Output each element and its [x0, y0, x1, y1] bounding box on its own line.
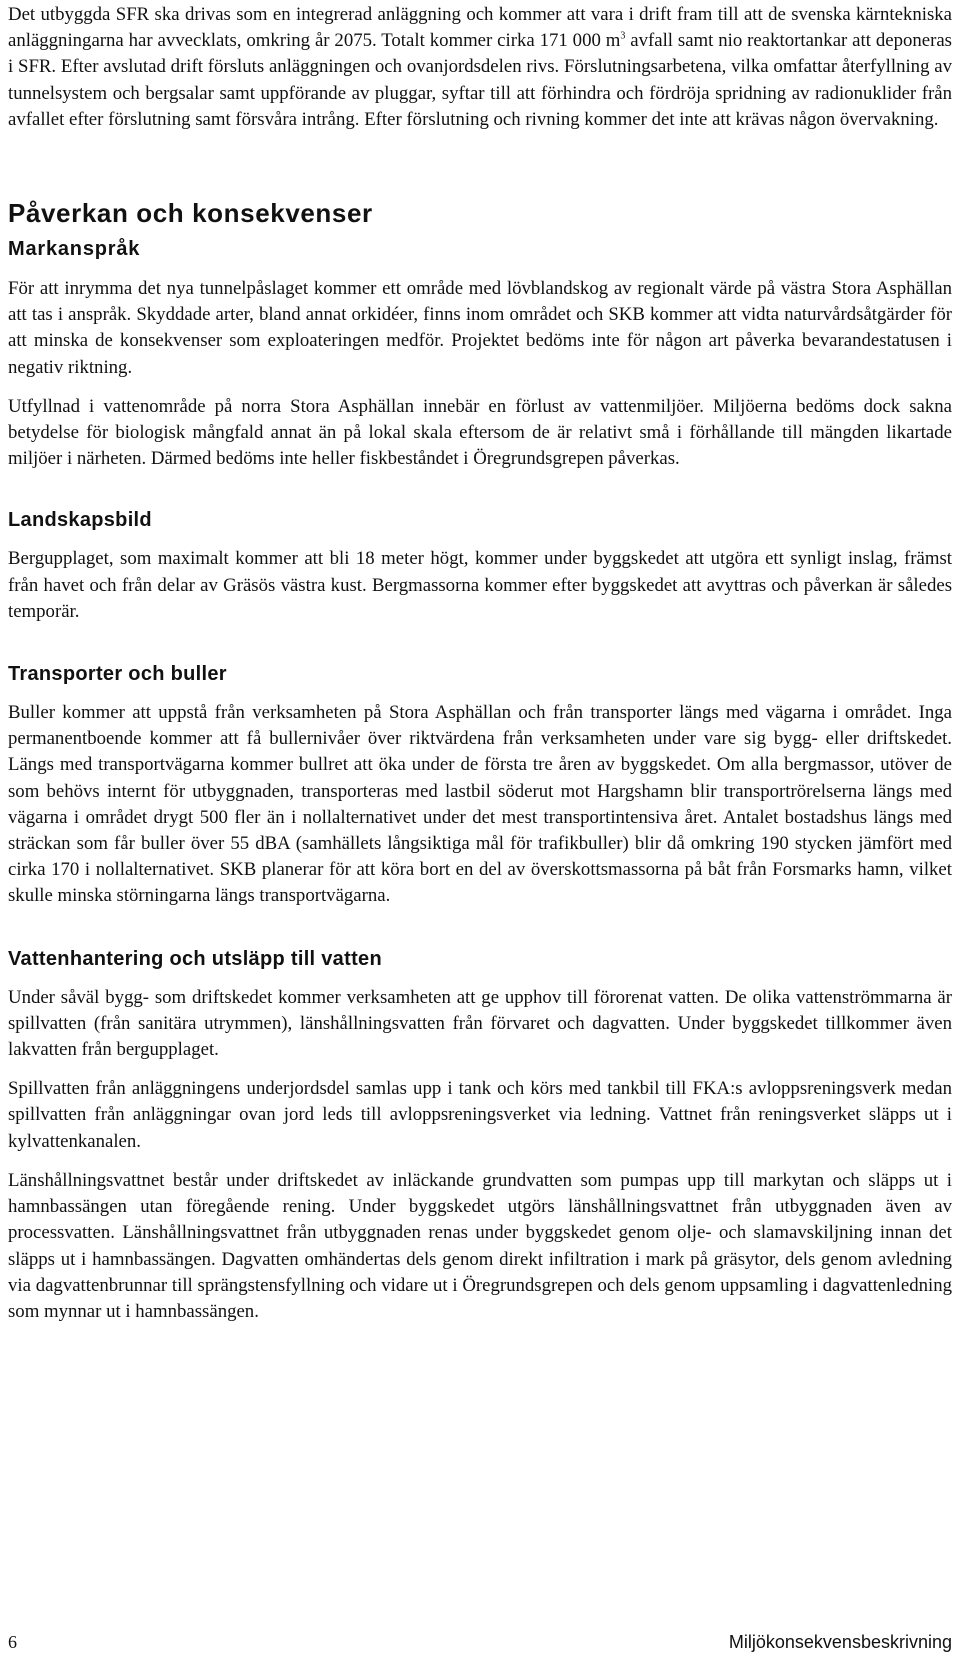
page-number: 6 [8, 1632, 17, 1652]
subheading-markansprak: Markanspråk [8, 238, 141, 261]
vatten-paragraph-2: Spillvatten från anläggningens underjordsdel samlas upp i tank och körs med tankbil till FKA:s avloppsreningsverk medan spillvatten från anläggningar ovan jord leds till avloppsreningsverket via ledning. Vattnet från reningsverket släpps ut i kylvattenkanalen. [8, 1078, 952, 1152]
markansprak-paragraph-1: För att inrymma det nya tunnelpåslaget kommer ett område med lövblandskog av regionalt värde på västra Stora Asphällan att tas i anspråk. Skyddade arter, bland annat orkidéer, finns inom området och SKB kommer att vidta naturvårdsåtgärder för att minska de konsekvenser som exploateringen medför. Projektet bedöms inte för någon art påverka bevarandestatusen i negativ riktning. [8, 278, 952, 378]
document-title: Miljökonsekvensbeskrivning [728, 1632, 952, 1652]
transporter-paragraph: Buller kommer att uppstå från verksamheten på Stora Asphällan och från transporter längs med vägarna i området. Inga permanentboende kommer att få bullernivåer över riktvärdena från verksamheten under vare sig bygg- eller driftskedet. Längs med transportvägarna kommer bullret att öka under de första tre åren av byggskedet. Om alla bergmassor, utöver de som behövs internt för utbyggnaden, transporteras med lastbil söderut mot Hargshamn blir transportrörelserna längs med vägarna i området drygt 500 fler än i nollalternativet under det mest transportintensiva året. Antalet bostadshus längs med sträckan som får buller över 55 dBA (samhällets långsiktiga mål för trafikbuller) blir då omkring 190 stycken jämfört med cirka 170 i nollalternativet. SKB planerar för att köra bort en del av överskottsmassorna på båt från Forsmarks hamn, vilket skulle minska störningarna längs transportvägarna. [8, 702, 952, 907]
cubic-superscript: 3 [620, 30, 626, 42]
markansprak-paragraph-2: Utfyllnad i vattenområde på norra Stora Asphällan innebär en förlust av vattenmiljöer. Miljöerna bedöms dock sakna betydelse för biologisk mångfald annat än på lokal skala eftersom de är relativt små i förhållande till mängden likartade miljöer i närheten. Därmed bedöms inte heller fiskbeståndet i Öregrundsgrepen påverkas. [8, 395, 952, 470]
subheading-vatten: Vattenhantering och utsläpp till vatten [8, 947, 382, 970]
section-heading-paverkan: Påverkan och konsekvenser [8, 198, 373, 229]
subheading-landskapsbild: Landskapsbild [8, 509, 152, 532]
document-page [8, 0, 952, 1325]
intro-text-part1: Det utbyggda SFR ska drivas som en integrerad anläggning och kommer att vara i drift fram till att de svenska kärntekniska anläggningarna har avvecklats, omkring år 2075. Totalt kommer cirka 171 000 m [8, 4, 952, 52]
intro-paragraph [8, 2, 952, 133]
intro-text-part2: avfall samt nio reaktortankar att deponeras i SFR. Efter avslutad drift försluts anläggningen och ovanjordsdelen rivs. Förslutningsarbetena, vilka omfattar återfyllning av tunnelsystem och bergsalar samt uppförande av pluggar, syftar till att förhindra och fördröja spridning av radionuklider från avfallet efter förslutning samt försvåra intrång. Efter förslutning och rivning kommer det inte att krävas någon övervakning. [8, 30, 952, 130]
landskapsbild-paragraph: Bergupplaget, som maximalt kommer att bli 18 meter högt, kommer under byggskedet att utgöra ett synligt inslag, främst från havet och från delar av Gräsös västra kust. Bergmassorna kommer efter byggskedet att avyttras och påverkan är således temporär. [8, 548, 952, 622]
page-footer [8, 1632, 952, 1656]
vatten-paragraph-3: Länshållningsvattnet består under driftskedet av inläckande grundvatten som pumpas upp till markytan och släpps ut i hamnbassängen utan föregående rening. Under byggskedet utgörs länshållningsvattnet från utbyggnaden även av processvatten. Länshållningsvattnet från utbyggnaden renas under byggskedet genom olje- och slamavskiljning innan det släpps ut i hamnbassängen. Dagvatten omhändertas dels genom direkt infiltration i mark på gräsytor, dels genom avledning via dagvattenbrunnar till sprängstensfyllning och vidare ut i Öregrundsgrepen och dels genom uppsamling i dagvattenledning som mynnar ut i hamnbassängen. [8, 1169, 952, 1322]
subheading-transporter: Transporter och buller [8, 663, 227, 686]
vatten-paragraph-1: Under såväl bygg- som driftskedet kommer verksamheten att ge upphov till förorenat vatten. De olika vattenströmmarna är spillvatten (från sanitära utrymmen), länshållningsvatten från förvaret och dagvatten. Under byggskedet tillkommer även lakvatten från bergupplaget. [8, 986, 952, 1061]
